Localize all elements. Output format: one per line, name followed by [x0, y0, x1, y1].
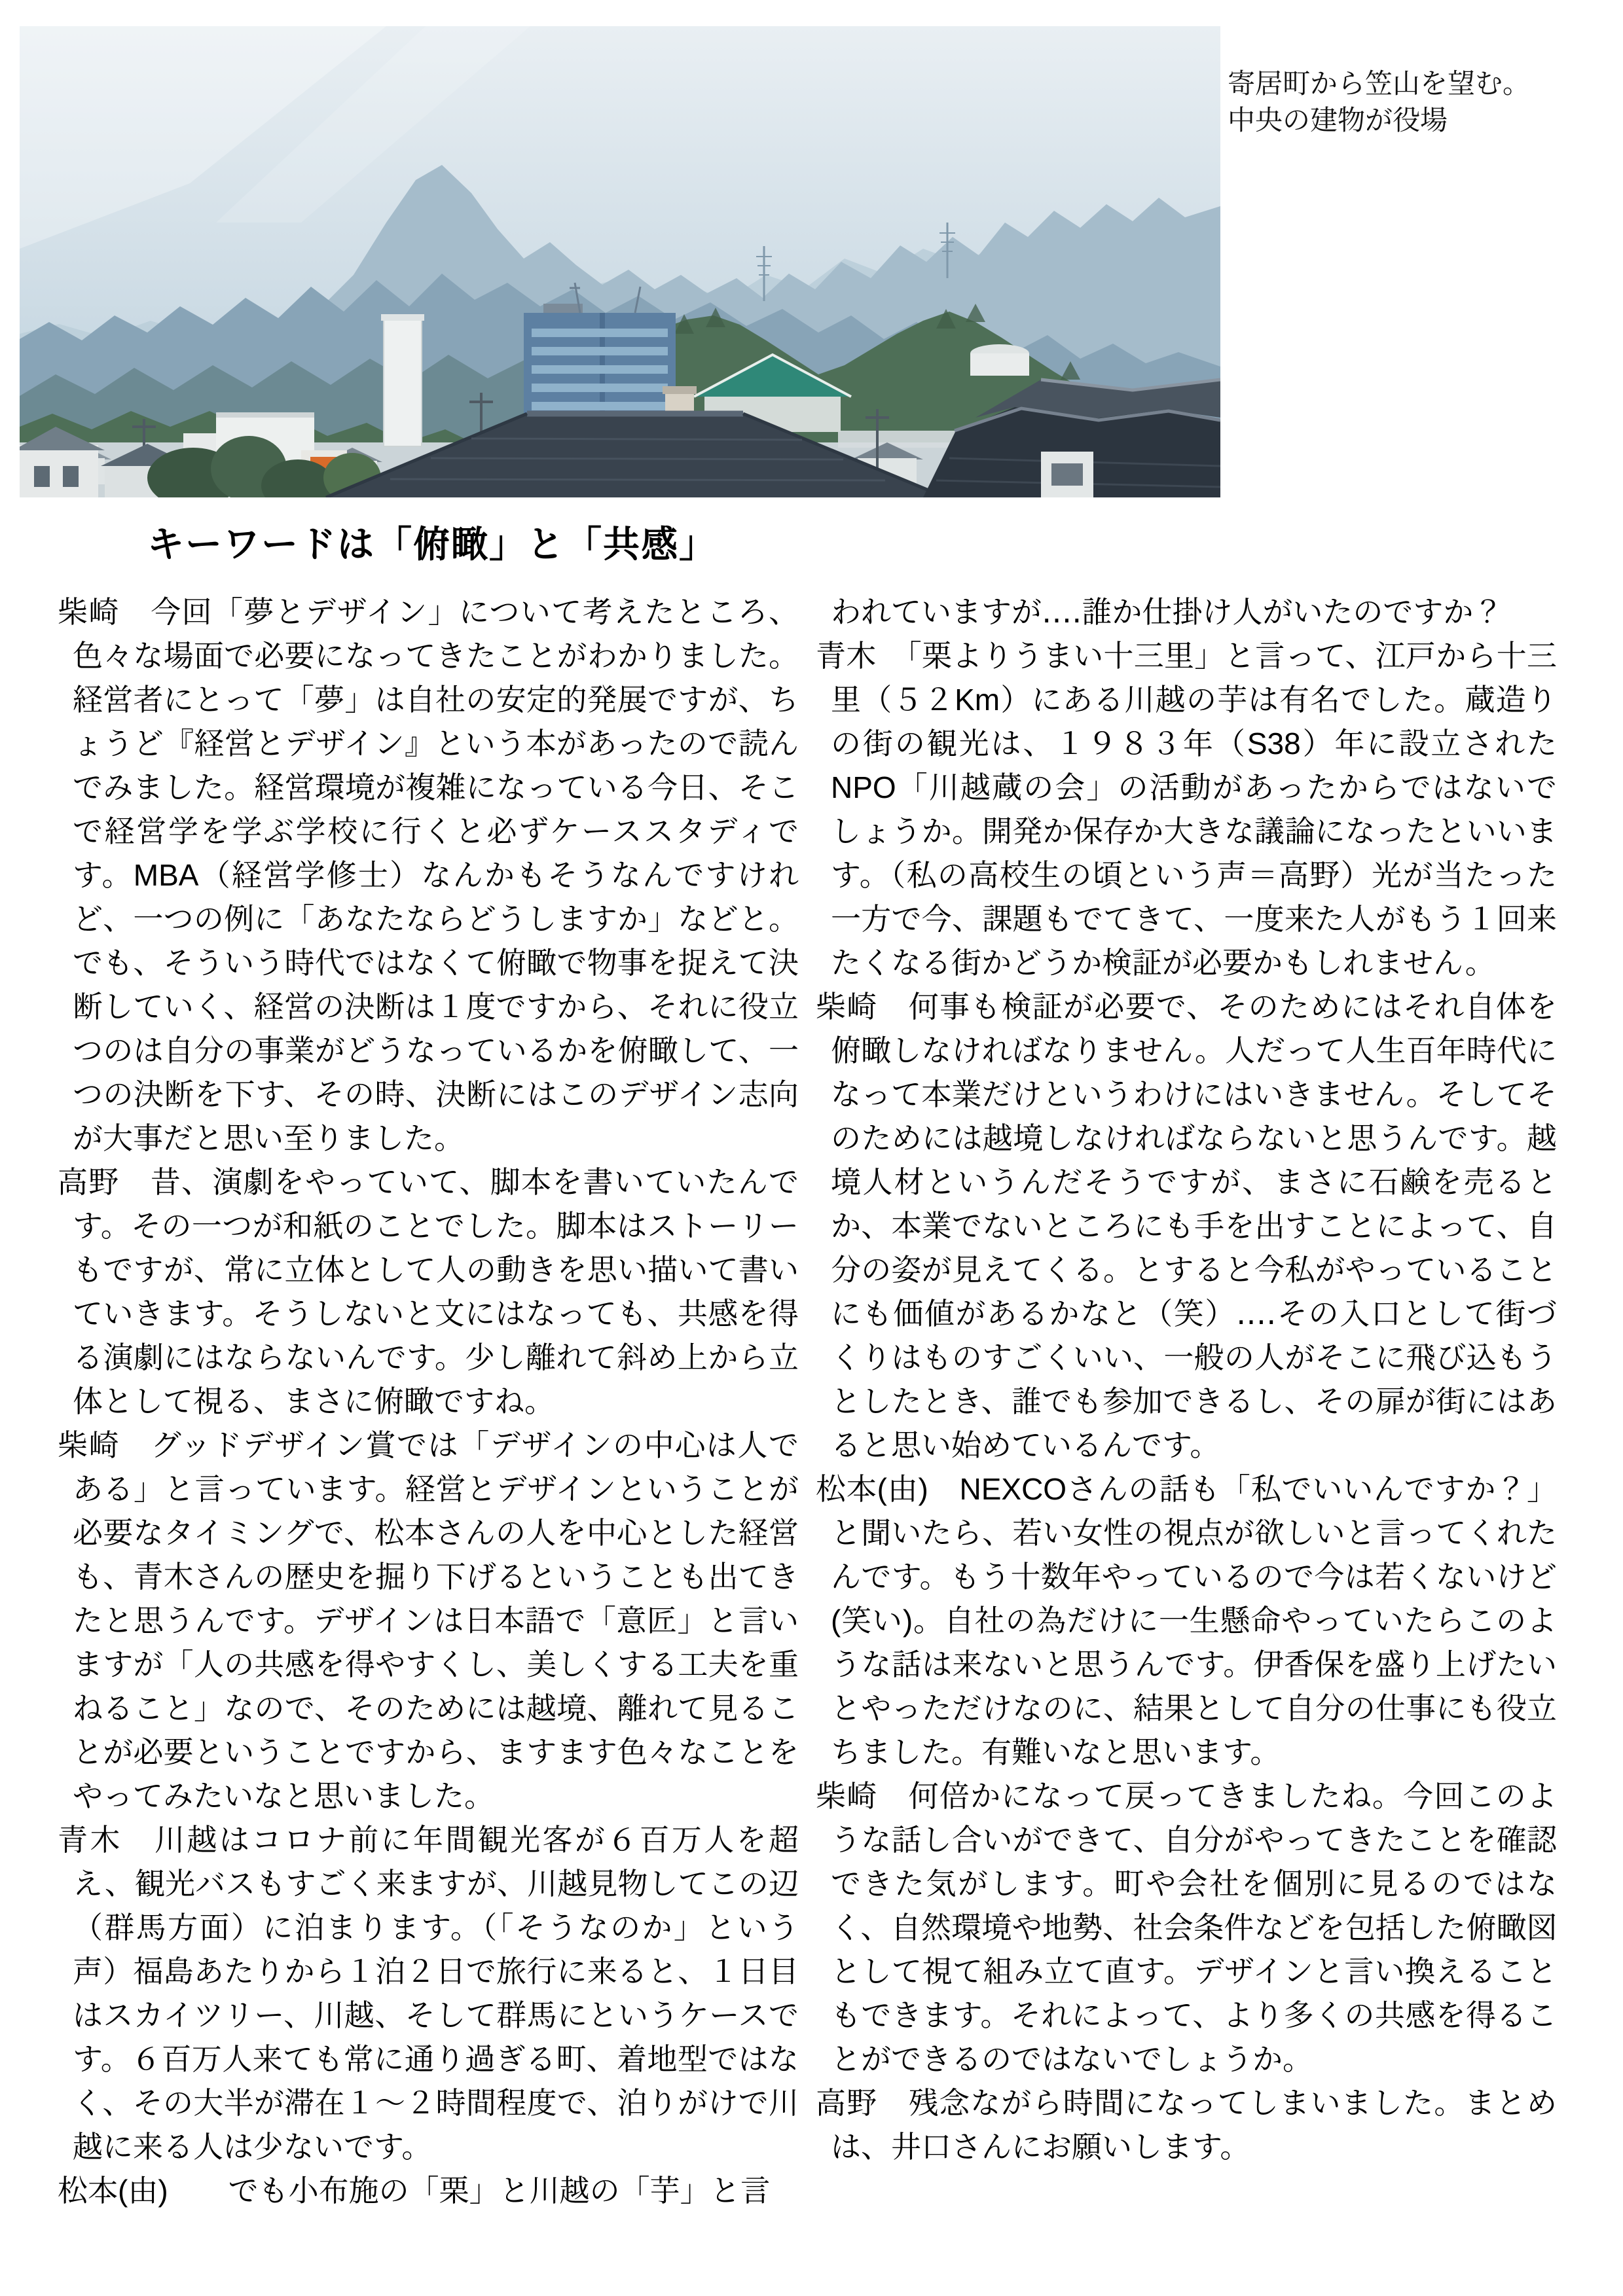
- photo-caption: [1228, 65, 1607, 139]
- speech-paragraph-takano: 高野 残念ながら時間になってしまいました。まとめは、井口さんにお願いします。: [816, 2086, 1557, 2164]
- speech-paragraph-shibasaki: 柴崎 何倍かになって戻ってきましたね。今回このような話し合いができて、自分がやってきたことを確認できた気がします。町や会社を個別に見るのではなく、自然環境や地勢、社会条件などを包括した俯瞰図として視て組み立て直す。デザインと言い換えることもできます。それによって、より多くの共感を得ることができるのではないでしょうか。: [816, 1779, 1557, 2076]
- article-column-right: [816, 590, 1557, 2213]
- section-heading: キーワードは「俯瞰」と「共感」: [147, 524, 717, 565]
- landscape-photo-art: [20, 26, 1220, 497]
- speech-paragraph-aoki: 青木 川越はコロナ前に年間観光客が６百万人を超え、観光バスもすごく来ますが、川越見物してこの辺（群馬方面）に泊まります。（「そうなのか」という声）福島あたりから１泊２日で旅行に来ると、１日目はスカイツリー、川越、そして群馬にというケースです。６百万人来ても常に通り過ぎる町、着地型ではなく、その大半が滞在１～２時間程度で、泊りがけで川越に来る人は少ないです。: [58, 1823, 799, 2164]
- article-column-left: [58, 590, 799, 2213]
- landscape-photo: [20, 26, 1220, 497]
- speech-paragraph-matsumoto: 松本(由) NEXCOさんの話も「私でいいんですか？」と聞いたら、若い女性の視点が欲しいと言ってくれたんです。もう十数年やっているので今は若くないけど(笑い)。自社の為だけに一生懸命やっていたらこのような話は来ないと思うんです。伊香保を盛り上げたいとやっただけなのに、結果として自分の仕事にも役立ちました。有難いなと思います。: [816, 1472, 1558, 1769]
- speech-paragraph-shibasaki: 柴崎 何事も検証が必要で、そのためにはそれ自体を俯瞰しなければなりません。人だって人生百年時代になって本業だけというわけにはいきません。そしてそのためには越境しなければならないと思うんです。越境人材というんだそうですが、まさに石鹸を売るとか、本業でないところにも手を出すことによって、自分の姿が見えてくる。とすると今私がやっていることにも価値があるかなと（笑）‥‥その入口として街づくりはものすごくいい、一般の人がそこに飛び込もうとしたとき、誰でも参加できるし、その扉が街にはあると思い始めているんです。: [816, 990, 1558, 1462]
- white-tower: [381, 314, 424, 446]
- speech-paragraph-shibasaki: 柴崎 今回「夢とデザイン」について考えたところ、色々な場面で必要になってきたことがわかりました。経営者にとって「夢」は自社の安定的発展ですが、ちょうど『経営とデザイン』という本があったので読んでみました。経営環境が複雑になっている今日、そこで経営学を学ぶ学校に行くと必ずケーススタディです。MBA（経営学修士）なんかもそうなんですけれど、一つの例に「あなたならどうしますか」などと。でも、そういう時代ではなくて俯瞰で物事を捉えて決断していく、経営の決断は１度ですから、それに役立つのは自分の事業がどうなっているかを俯瞰して、一つの決断を下す、その時、決断にはこのデザイン志向が大事だと思い至りました。: [58, 595, 799, 1155]
- photo-caption-line2: 中央の建物が役場: [1228, 105, 1448, 135]
- speech-paragraph-shibasaki: 柴崎 グッドデザイン賞では「デザインの中心は人である」と言っています。経営とデザインということが必要なタイミングで、松本さんの人を中心とした経営も、青木さんの歴史を掘り下げるということも出てきたと思うんです。デザインは日本語で「意匠」と言いますが「人の共感を得やすくし、美しくする工夫を重ねること」なので、そのためには越境、離れて見ることが必要ということですから、ますます色々なことをやってみたいなと思いました。: [58, 1428, 799, 1813]
- photo-caption-line1: 寄居町から笠山を望む。: [1228, 68, 1531, 99]
- speech-paragraph-aoki: 青木 「栗よりうまい十三里」と言って、江戸から十三里（５２Km）にある川越の芋は有名でした。蔵造りの街の観光は、１９８３年（S38）年に設立されたNPO「川越蔵の会」の活動があったからではないでしょうか。開発か保存か大きな議論になったといいます。（私の高校生の頃という声＝高野）光が当たった一方で今、課題もでてきて、一度来た人がもう１回来たくなる街かどうか検証が必要かもしれません。: [816, 639, 1557, 980]
- speech-paragraph-matsumoto: 松本(由) でも小布施の「栗」と川越の「芋」と言: [58, 2174, 771, 2208]
- hilltop-building: [970, 344, 1029, 376]
- article-columns: [58, 590, 1563, 2213]
- speech-paragraph-continuation: われていますが‥‥誰か仕掛け人がいたのですか？: [831, 595, 1504, 629]
- speech-paragraph-takano: 高野 昔、演劇をやっていて、脚本を書いていたんです。その一つが和紙のことでした。脚本はストーリーもですが、常に立体として人の動きを思い描いて書いていきます。そうしないと文にはなっても、共感を得る演劇にはならないんです。少し離れて斜め上から立体として視る、まさに俯瞰ですね。: [58, 1165, 799, 1418]
